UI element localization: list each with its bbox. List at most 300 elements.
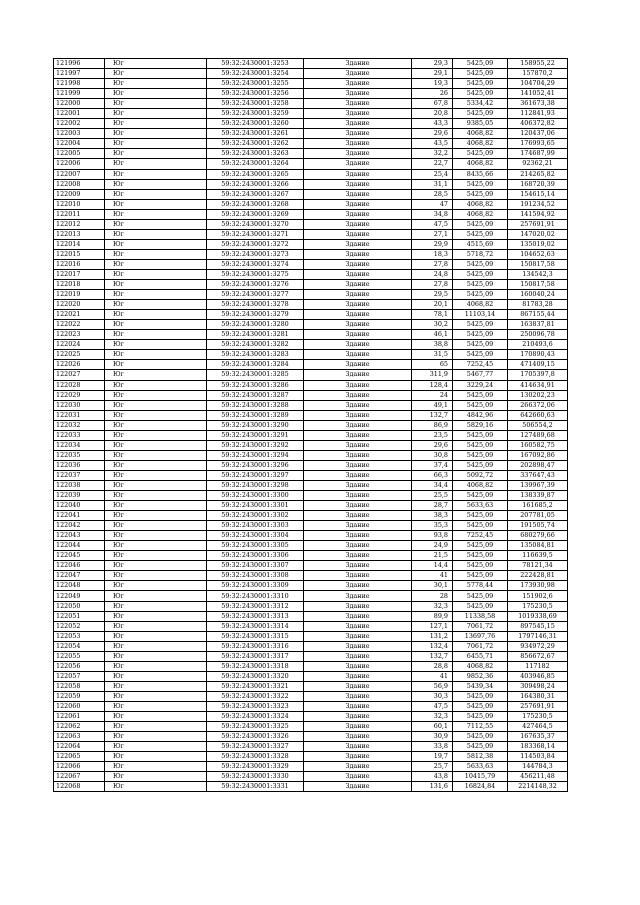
table-row [54,169,568,179]
area-cell: 128,4 [412,380,453,390]
cadastral-number-cell: 59:32:2430001:3315 [207,631,304,641]
table-row [54,360,568,370]
rate-cell: 5425,09 [453,521,508,531]
location-cell: Юг [105,290,207,300]
rate-cell: 5425,09 [453,59,508,69]
table-row [54,99,568,109]
rate-cell: 9385,05 [453,119,508,129]
location-cell: Юг [105,380,207,390]
cadastral-value-cell: 406372,82 [508,119,568,129]
cadastral-value-cell: 191505,74 [508,521,568,531]
cadastral-number-cell: 59:32:2430001:3280 [207,320,304,330]
row-id-cell: 122000 [54,99,105,109]
cadastral-value-cell: 934972,29 [508,641,568,651]
area-cell: 32,2 [412,149,453,159]
cadastral-value-cell: 167092,86 [508,450,568,460]
location-cell: Юг [105,119,207,129]
table-row [54,59,568,69]
location-cell: Юг [105,149,207,159]
row-id-cell: 122059 [54,691,105,701]
object-type-cell: Здание [304,350,412,360]
cadastral-number-cell: 59:32:2430001:3297 [207,470,304,480]
table-row [54,380,568,390]
cadastral-number-cell: 59:32:2430001:3322 [207,691,304,701]
rate-cell: 5334,42 [453,99,508,109]
area-cell: 66,3 [412,470,453,480]
location-cell: Юг [105,179,207,189]
area-cell: 30,8 [412,450,453,460]
cadastral-value-cell: 134542,3 [508,269,568,279]
cadastral-value-cell: 116639,5 [508,551,568,561]
table-row [54,310,568,320]
cadastral-value-cell: 856672,67 [508,651,568,661]
location-cell: Юг [105,189,207,199]
location-cell: Юг [105,430,207,440]
area-cell: 46,1 [412,330,453,340]
location-cell: Юг [105,732,207,742]
row-id-cell: 122009 [54,189,105,199]
row-id-cell: 122066 [54,762,105,772]
row-id-cell: 122068 [54,782,105,792]
location-cell: Юг [105,59,207,69]
cadastral-value-cell: 92362,21 [508,159,568,169]
row-id-cell: 122043 [54,531,105,541]
rate-cell: 4068,82 [453,300,508,310]
location-cell: Юг [105,239,207,249]
table-row [54,641,568,651]
area-cell: 14,4 [412,561,453,571]
rate-cell: 3229,24 [453,380,508,390]
cadastral-value-cell: 897545,15 [508,621,568,631]
row-id-cell: 122023 [54,330,105,340]
cadastral-number-cell: 59:32:2430001:3275 [207,269,304,279]
table-row [54,480,568,490]
cadastral-value-cell: 168720,39 [508,179,568,189]
table-row [54,199,568,209]
location-cell: Юг [105,541,207,551]
area-cell: 25,4 [412,169,453,179]
location-cell: Юг [105,330,207,340]
location-cell: Юг [105,702,207,712]
cadastral-value-cell: 257691,91 [508,219,568,229]
cadastral-number-cell: 59:32:2430001:3291 [207,430,304,440]
cadastral-number-cell: 59:32:2430001:3327 [207,742,304,752]
cadastral-number-cell: 59:32:2430001:3265 [207,169,304,179]
rate-cell: 5425,09 [453,320,508,330]
area-cell: 65 [412,360,453,370]
cadastral-value-cell: 170890,43 [508,350,568,360]
object-type-cell: Здание [304,149,412,159]
area-cell: 47,5 [412,702,453,712]
object-type-cell: Здание [304,430,412,440]
cadastral-value-cell: 176993,65 [508,139,568,149]
object-type-cell: Здание [304,551,412,561]
rate-cell: 5425,09 [453,79,508,89]
object-type-cell: Здание [304,249,412,259]
rate-cell: 5425,09 [453,440,508,450]
location-cell: Юг [105,209,207,219]
area-cell: 28,8 [412,661,453,671]
rate-cell: 4068,82 [453,139,508,149]
rate-cell: 5425,09 [453,511,508,521]
area-cell: 29,9 [412,239,453,249]
cadastral-value-cell: 1797146,31 [508,631,568,641]
table-row [54,671,568,681]
row-id-cell: 122034 [54,440,105,450]
table-row [54,581,568,591]
cadastral-number-cell: 59:32:2430001:3264 [207,159,304,169]
cadastral-value-cell: 130202,23 [508,390,568,400]
cadastral-value-cell: 2214148,32 [508,782,568,792]
cadastral-value-cell: 680279,66 [508,531,568,541]
row-id-cell: 122037 [54,470,105,480]
cadastral-value-cell: 266372,06 [508,400,568,410]
cadastral-number-cell: 59:32:2430001:3266 [207,179,304,189]
object-type-cell: Здание [304,681,412,691]
rate-cell: 5425,09 [453,269,508,279]
cadastral-number-cell: 59:32:2430001:3258 [207,99,304,109]
table-row [54,119,568,129]
location-cell: Юг [105,99,207,109]
cadastral-number-cell: 59:32:2430001:3289 [207,410,304,420]
row-id-cell: 122046 [54,561,105,571]
row-id-cell: 122055 [54,651,105,661]
object-type-cell: Здание [304,742,412,752]
location-cell: Юг [105,621,207,631]
cadastral-number-cell: 59:32:2430001:3294 [207,450,304,460]
object-type-cell: Здание [304,591,412,601]
object-type-cell: Здание [304,300,412,310]
object-type-cell: Здание [304,722,412,732]
object-type-cell: Здание [304,491,412,501]
area-cell: 21,5 [412,551,453,561]
cadastral-number-cell: 59:32:2430001:3324 [207,712,304,722]
area-cell: 132,7 [412,410,453,420]
table-row [54,410,568,420]
object-type-cell: Здание [304,501,412,511]
area-cell: 28 [412,591,453,601]
row-id-cell: 122042 [54,521,105,531]
location-cell: Юг [105,651,207,661]
rate-cell: 5425,09 [453,259,508,269]
cadastral-value-cell: 135084,81 [508,541,568,551]
object-type-cell: Здание [304,69,412,79]
row-id-cell: 122021 [54,310,105,320]
cadastral-number-cell: 59:32:2430001:3279 [207,310,304,320]
cadastral-number-cell: 59:32:2430001:3271 [207,229,304,239]
row-id-cell: 122033 [54,430,105,440]
cadastral-value-cell: 117182 [508,661,568,671]
cadastral-value-cell: 78121,34 [508,561,568,571]
object-type-cell: Здание [304,420,412,430]
rate-cell: 5425,09 [453,732,508,742]
area-cell: 132,7 [412,651,453,661]
table-row [54,129,568,139]
row-id-cell: 122025 [54,350,105,360]
table-row [54,611,568,621]
row-id-cell: 122036 [54,460,105,470]
row-id-cell: 122002 [54,119,105,129]
cadastral-number-cell: 59:32:2430001:3323 [207,702,304,712]
cadastral-value-cell: 167635,37 [508,732,568,742]
location-cell: Юг [105,410,207,420]
cadastral-number-cell: 59:32:2430001:3282 [207,340,304,350]
area-cell: 28,7 [412,501,453,511]
row-id-cell: 122013 [54,229,105,239]
row-id-cell: 122004 [54,139,105,149]
area-cell: 27,1 [412,229,453,239]
object-type-cell: Здание [304,541,412,551]
location-cell: Юг [105,310,207,320]
object-type-cell: Здание [304,360,412,370]
area-cell: 47,5 [412,219,453,229]
cadastral-number-cell: 59:32:2430001:3255 [207,79,304,89]
cadastral-number-cell: 59:32:2430001:3273 [207,249,304,259]
rate-cell: 5633,63 [453,501,508,511]
location-cell: Юг [105,681,207,691]
row-id-cell: 122057 [54,671,105,681]
cadastral-value-cell: 81783,28 [508,300,568,310]
table-row [54,209,568,219]
area-cell: 33,8 [412,742,453,752]
rate-cell: 4068,82 [453,480,508,490]
row-id-cell: 122038 [54,480,105,490]
rate-cell: 5425,09 [453,350,508,360]
object-type-cell: Здание [304,290,412,300]
table-row [54,712,568,722]
rate-cell: 5425,09 [453,340,508,350]
area-cell: 18,3 [412,249,453,259]
table-row [54,280,568,290]
location-cell: Юг [105,782,207,792]
cadastral-value-cell: 1705397,8 [508,370,568,380]
cadastral-number-cell: 59:32:2430001:3325 [207,722,304,732]
row-id-cell: 122029 [54,390,105,400]
location-cell: Юг [105,742,207,752]
area-cell: 29,5 [412,290,453,300]
location-cell: Юг [105,521,207,531]
area-cell: 89,9 [412,611,453,621]
location-cell: Юг [105,320,207,330]
location-cell: Юг [105,259,207,269]
table-row [54,661,568,671]
table-row [54,491,568,501]
table-row [54,762,568,772]
object-type-cell: Здание [304,400,412,410]
area-cell: 38,8 [412,340,453,350]
rate-cell: 4068,82 [453,129,508,139]
cadastral-value-cell: 158955,22 [508,59,568,69]
row-id-cell: 122050 [54,601,105,611]
area-cell: 132,4 [412,641,453,651]
location-cell: Юг [105,219,207,229]
cadastral-value-cell: 471409,15 [508,360,568,370]
row-id-cell: 121997 [54,69,105,79]
rate-cell: 5425,09 [453,561,508,571]
cadastral-number-cell: 59:32:2430001:3287 [207,390,304,400]
cadastral-value-cell: 120437,06 [508,129,568,139]
area-cell: 60,1 [412,722,453,732]
cadastral-number-cell: 59:32:2430001:3286 [207,380,304,390]
cadastral-value-cell: 210493,6 [508,340,568,350]
object-type-cell: Здание [304,651,412,661]
area-cell: 26 [412,89,453,99]
table-row [54,772,568,782]
area-cell: 25,5 [412,491,453,501]
rate-cell: 5425,09 [453,691,508,701]
area-cell: 24,9 [412,541,453,551]
location-cell: Юг [105,601,207,611]
cadastral-value-cell: 144784,3 [508,762,568,772]
location-cell: Юг [105,581,207,591]
cadastral-value-cell: 160582,75 [508,440,568,450]
location-cell: Юг [105,420,207,430]
table-row [54,290,568,300]
cadastral-number-cell: 59:32:2430001:3300 [207,491,304,501]
cadastral-number-cell: 59:32:2430001:3283 [207,350,304,360]
cadastral-value-cell: 161685,2 [508,501,568,511]
table-row [54,149,568,159]
row-id-cell: 122007 [54,169,105,179]
cadastral-number-cell: 59:32:2430001:3318 [207,661,304,671]
table-row [54,179,568,189]
object-type-cell: Здание [304,601,412,611]
cadastral-number-cell: 59:32:2430001:3306 [207,551,304,561]
object-type-cell: Здание [304,179,412,189]
location-cell: Юг [105,159,207,169]
cadastral-number-cell: 59:32:2430001:3317 [207,651,304,661]
rate-cell: 5829,16 [453,420,508,430]
rate-cell: 5425,09 [453,89,508,99]
area-cell: 22,7 [412,159,453,169]
row-id-cell: 122018 [54,280,105,290]
rate-cell: 5425,09 [453,601,508,611]
location-cell: Юг [105,129,207,139]
table-row [54,420,568,430]
row-id-cell: 122011 [54,209,105,219]
table-row [54,340,568,350]
rate-cell: 8435,66 [453,169,508,179]
area-cell: 23,5 [412,430,453,440]
location-cell: Юг [105,611,207,621]
rate-cell: 5425,09 [453,179,508,189]
row-id-cell: 122051 [54,611,105,621]
rate-cell: 5425,09 [453,219,508,229]
table-row [54,591,568,601]
cadastral-value-cell: 157870,2 [508,69,568,79]
area-cell: 30,2 [412,320,453,330]
cadastral-number-cell: 59:32:2430001:3272 [207,239,304,249]
row-id-cell: 122056 [54,661,105,671]
object-type-cell: Здание [304,470,412,480]
location-cell: Юг [105,591,207,601]
cadastral-value-cell: 642660,63 [508,410,568,420]
location-cell: Юг [105,79,207,89]
rate-cell: 4068,82 [453,159,508,169]
location-cell: Юг [105,390,207,400]
table-row [54,69,568,79]
row-id-cell: 122065 [54,752,105,762]
row-id-cell: 122049 [54,591,105,601]
cadastral-number-cell: 59:32:2430001:3313 [207,611,304,621]
location-cell: Юг [105,249,207,259]
rate-cell: 5425,09 [453,712,508,722]
cadastral-number-cell: 59:32:2430001:3292 [207,440,304,450]
cadastral-value-cell: 309498,24 [508,681,568,691]
row-id-cell: 122028 [54,380,105,390]
cadastral-value-cell: 154615,14 [508,189,568,199]
row-id-cell: 122005 [54,149,105,159]
cadastral-value-cell: 160040,24 [508,290,568,300]
area-cell: 127,1 [412,621,453,631]
area-cell: 32,3 [412,601,453,611]
cadastral-number-cell: 59:32:2430001:3281 [207,330,304,340]
table-row [54,139,568,149]
object-type-cell: Здание [304,229,412,239]
rate-cell: 5778,44 [453,581,508,591]
object-type-cell: Здание [304,320,412,330]
location-cell: Юг [105,350,207,360]
table-row [54,470,568,480]
object-type-cell: Здание [304,561,412,571]
cadastral-number-cell: 59:32:2430001:3290 [207,420,304,430]
row-id-cell: 122041 [54,511,105,521]
area-cell: 35,3 [412,521,453,531]
row-id-cell: 122030 [54,400,105,410]
cadastral-value-cell: 222428,81 [508,571,568,581]
cadastral-number-cell: 59:32:2430001:3253 [207,59,304,69]
area-cell: 34,4 [412,480,453,490]
row-id-cell: 122019 [54,290,105,300]
table-row [54,561,568,571]
cadastral-value-cell: 163837,81 [508,320,568,330]
area-cell: 30,9 [412,732,453,742]
rate-cell: 5425,09 [453,229,508,239]
cadastral-value-cell: 175230,5 [508,601,568,611]
cadastral-value-cell: 147020,02 [508,229,568,239]
table-row [54,621,568,631]
area-cell: 41 [412,671,453,681]
location-cell: Юг [105,360,207,370]
row-id-cell: 122060 [54,702,105,712]
cadastral-number-cell: 59:32:2430001:3329 [207,762,304,772]
table-row [54,450,568,460]
cadastral-value-cell: 135019,02 [508,239,568,249]
row-id-cell: 122063 [54,732,105,742]
area-cell: 24,8 [412,269,453,279]
rate-cell: 5425,09 [453,450,508,460]
table-row [54,501,568,511]
cadastral-value-cell: 164380,31 [508,691,568,701]
object-type-cell: Здание [304,370,412,380]
cadastral-number-cell: 59:32:2430001:3263 [207,149,304,159]
location-cell: Юг [105,370,207,380]
table-row [54,571,568,581]
table-row [54,782,568,792]
table-row [54,350,568,360]
area-cell: 19,3 [412,79,453,89]
cadastral-number-cell: 59:32:2430001:3321 [207,681,304,691]
cadastral-number-cell: 59:32:2430001:3269 [207,209,304,219]
row-id-cell: 122031 [54,410,105,420]
row-id-cell: 122052 [54,621,105,631]
cadastral-value-cell: 104704,29 [508,79,568,89]
data-table [53,58,568,792]
cadastral-value-cell: 202898,47 [508,460,568,470]
location-cell: Юг [105,199,207,209]
cadastral-number-cell: 59:32:2430001:3270 [207,219,304,229]
row-id-cell: 122017 [54,269,105,279]
